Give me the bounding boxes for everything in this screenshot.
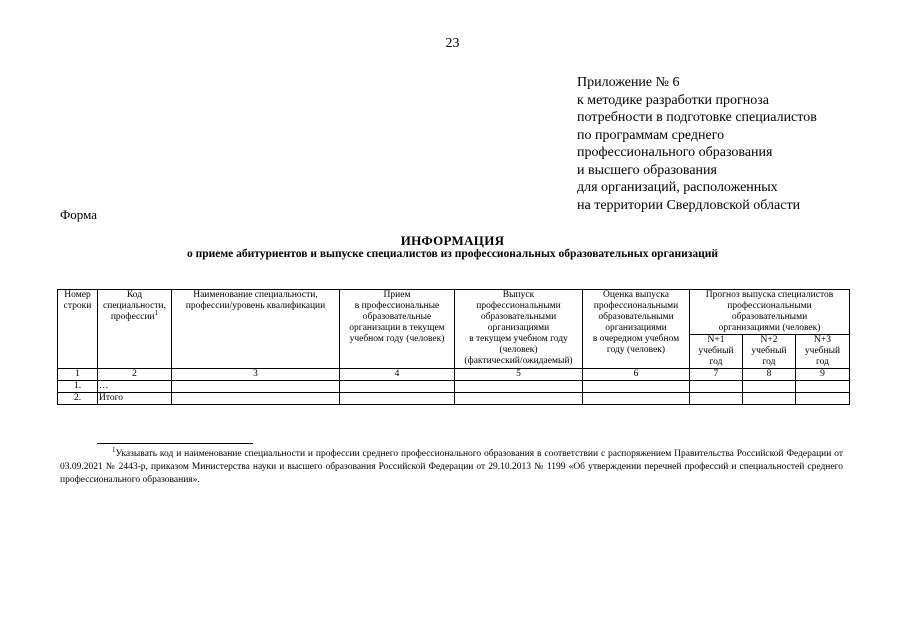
document-subtitle: о приеме абитуриентов и выпуске специалистов из профессиональных образовательных организаций	[186, 248, 719, 260]
code-cell: …	[98, 381, 172, 393]
header-line: образовательными	[480, 312, 557, 322]
appendix-line: по программам среднего	[577, 127, 725, 143]
header-line: год	[762, 357, 776, 367]
header-line: год	[816, 357, 829, 367]
footnote-separator	[97, 443, 253, 444]
column-number: 9	[796, 369, 850, 381]
appendix-block	[577, 74, 817, 214]
header-line: учебном году (человек)	[349, 334, 445, 344]
header-line: N+3	[814, 335, 831, 345]
header-line: организациями	[487, 323, 550, 333]
table-cell	[690, 381, 743, 393]
footnote-text-block	[60, 445, 843, 487]
footnote-mark: 1	[112, 445, 116, 454]
header-line: профессиональными	[727, 301, 812, 311]
form-label: Форма	[60, 207, 97, 222]
header-line: строки	[63, 301, 92, 311]
header-line: организациями (человек)	[718, 323, 821, 333]
header-line	[99, 308, 170, 323]
table-cell	[690, 393, 743, 405]
header-code	[98, 290, 172, 369]
header-forecast-year-3	[796, 335, 850, 369]
document-title: ИНФОРМАЦИЯ	[400, 233, 505, 248]
header-line: Прием	[383, 290, 411, 300]
table-cell	[583, 393, 690, 405]
table-row	[58, 393, 850, 405]
table-cell	[455, 381, 583, 393]
footnote-reference: 1	[154, 308, 159, 317]
header-graduation-estimate	[583, 290, 690, 369]
header-name	[172, 290, 340, 369]
column-number: 3	[172, 369, 340, 381]
column-number: 8	[743, 369, 796, 381]
column-number: 1	[58, 369, 98, 381]
header-line: в текущем учебном году	[469, 334, 568, 344]
header-line: организациями	[605, 323, 667, 333]
footnote-text: Указывать код и наименование специальности и профессии среднего профессионального образования в соответствии с распоряжением Правительства Российской Федерации от 03.09.2021 № 2443-р, приказом Министерства науки и высшего образования Российской Федерации от 29.10.2013 № 1199 «Об утверждении перечней профессий и специальностей среднего профессионального образования».	[60, 449, 843, 485]
header-line: Код	[126, 290, 143, 300]
header-line: профессии/уровень квалификации	[185, 301, 326, 311]
header-row-number	[58, 290, 98, 369]
appendix-line: к методике разработки прогноза	[577, 92, 769, 108]
header-admission	[340, 290, 455, 369]
header-line: образовательные	[362, 312, 432, 322]
table-cell	[796, 381, 850, 393]
table-cell	[455, 393, 583, 405]
header-line: специальности,	[103, 301, 166, 311]
page-number: 23	[445, 36, 460, 51]
table-row	[58, 381, 850, 393]
appendix-line: потребности в подготовке специалистов	[577, 110, 817, 125]
header-line: в профессиональные	[354, 301, 440, 311]
appendix-line: Приложение № 6	[577, 75, 680, 90]
table-cell	[583, 381, 690, 393]
header-line: учебный	[751, 346, 787, 356]
header-line: N+2	[760, 335, 778, 345]
header-line: в очередном учебном	[592, 334, 680, 344]
appendix-line: и высшего образования	[577, 162, 717, 178]
table-cell	[743, 393, 796, 405]
header-line: N+1	[707, 335, 725, 345]
code-cell: Итого	[98, 393, 172, 405]
information-table	[57, 289, 850, 405]
table-cell	[340, 381, 455, 393]
header-line: образовательными	[731, 312, 808, 322]
header-line: учебный	[804, 346, 841, 356]
header-line: образовательными	[598, 312, 674, 322]
header-forecast	[690, 290, 850, 335]
column-number: 7	[690, 369, 743, 381]
header-line-text: профессии	[110, 312, 155, 322]
row-number: 2.	[58, 393, 98, 405]
header-line: Номер	[64, 290, 91, 300]
column-number: 6	[583, 369, 690, 381]
table-cell	[743, 381, 796, 393]
appendix-line: для организаций, расположенных	[577, 180, 778, 195]
header-line: Наименование специальности,	[193, 290, 318, 300]
appendix-line: на территории Свердловской области	[577, 197, 801, 213]
header-graduation	[455, 290, 583, 369]
column-number-row	[58, 369, 850, 381]
row-number: 1.	[58, 381, 98, 393]
column-number: 5	[455, 369, 583, 381]
header-line: год	[709, 357, 723, 367]
header-line: Выпуск	[502, 290, 535, 300]
header-line: году (человек)	[606, 345, 666, 355]
header-line: Оценка выпуска	[603, 290, 669, 300]
header-line: учебный	[698, 346, 734, 356]
column-number: 2	[98, 369, 172, 381]
header-line: Прогноз выпуска специалистов	[705, 290, 834, 300]
table-cell	[172, 393, 340, 405]
header-line: профессиональными	[476, 301, 561, 311]
header-line: (фактический/ожидаемый)	[464, 356, 573, 366]
table-cell	[796, 393, 850, 405]
header-forecast-year-2	[743, 335, 796, 369]
header-forecast-year-1	[690, 335, 743, 369]
appendix-line: профессионального образования	[577, 145, 773, 160]
footnote	[60, 445, 843, 487]
table-cell	[340, 393, 455, 405]
header-line: (человек)	[499, 345, 538, 355]
column-number: 4	[340, 369, 455, 381]
header-line: организации в текущем	[349, 323, 445, 333]
header-line: профессиональными	[593, 301, 679, 311]
table-cell	[172, 381, 340, 393]
